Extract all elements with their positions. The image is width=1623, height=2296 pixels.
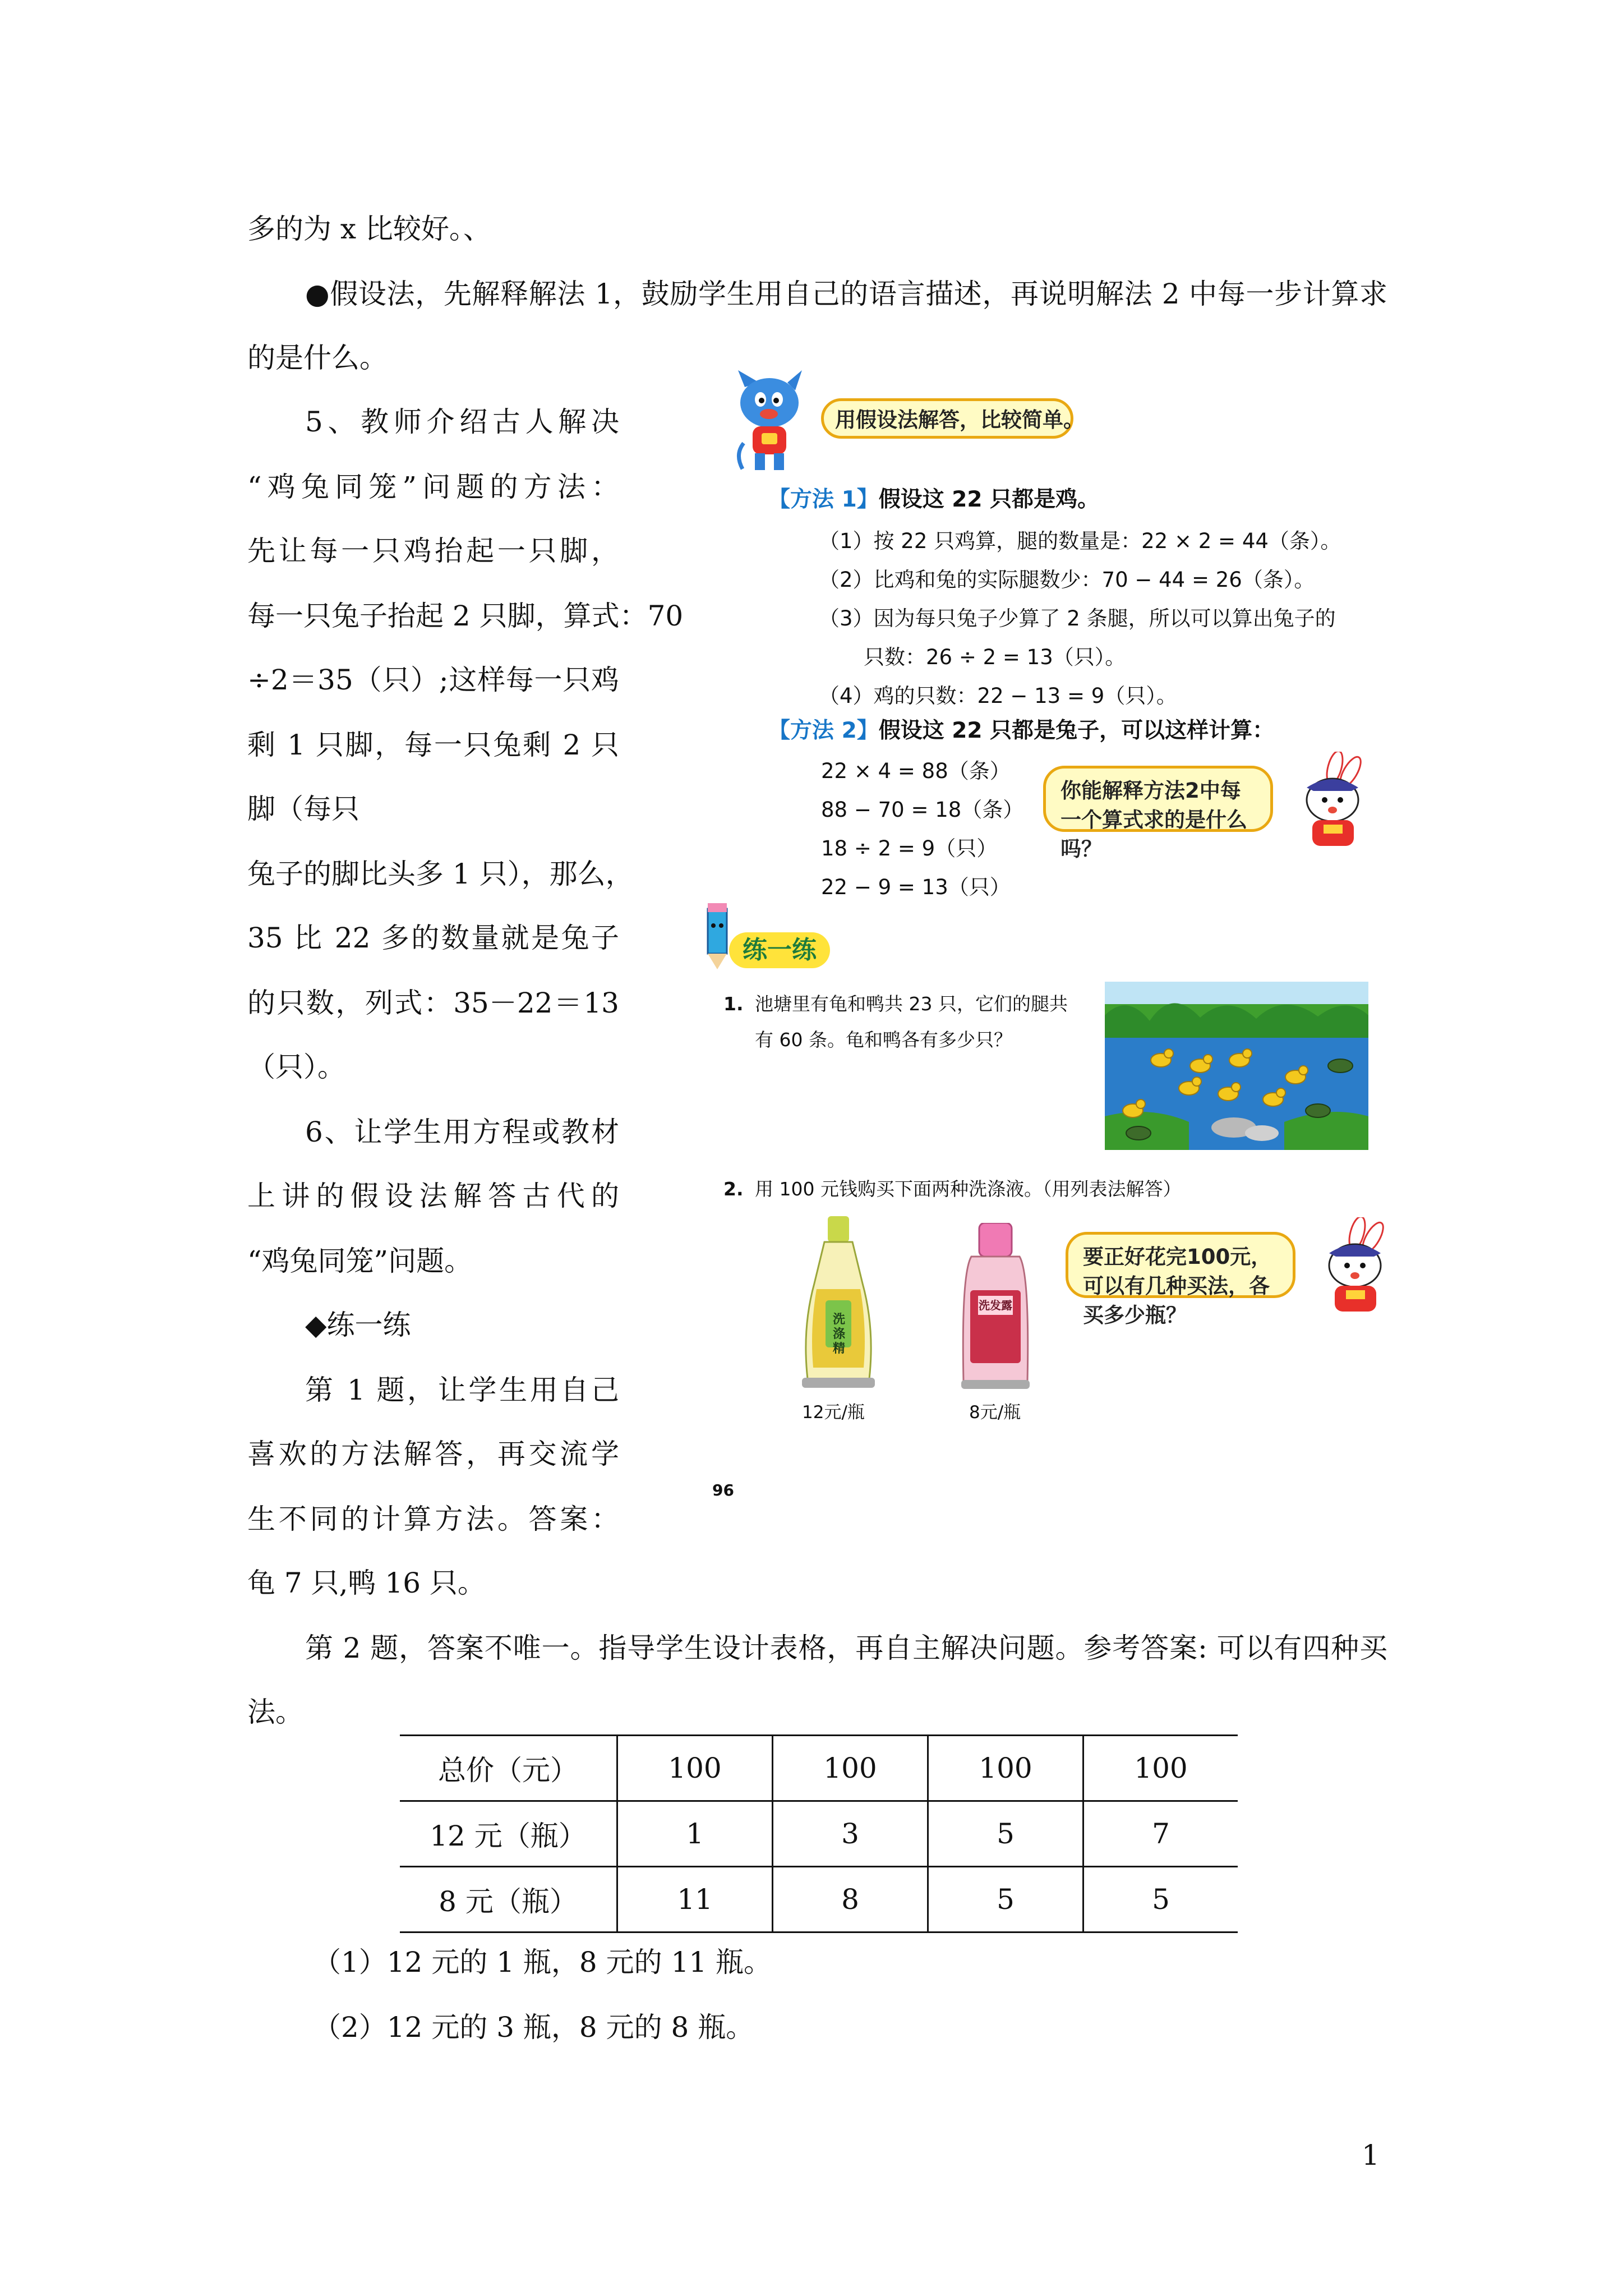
- table-cell: 1: [617, 1801, 773, 1867]
- col-line-3: 先让每一只鸡抬起一只脚，: [247, 535, 619, 567]
- price-8: 8元/瓶: [969, 1402, 1021, 1423]
- cat-mascot-icon: [732, 370, 805, 477]
- col-line-19: 龟 7 只,鸭 16 只。: [247, 1567, 486, 1599]
- page-number: 1: [1362, 2139, 1380, 2171]
- col-line-6: 剩 1 只脚，每一只兔剩 2 只: [247, 729, 619, 761]
- method-1-steps: [819, 522, 1341, 715]
- table-cell: 100: [773, 1736, 928, 1801]
- method-2-title: 假设这 22 只都是兔子，可以这样计算：: [878, 718, 1275, 743]
- method-1-title: 假设这 22 只都是鸡。: [878, 487, 1100, 512]
- table-row: [400, 1867, 1238, 1932]
- table-row: [400, 1736, 1238, 1801]
- q2-number: 2.: [723, 1178, 744, 1200]
- method-1-step-3b: 只数：26 ÷ 2 = 13（只）。: [864, 645, 1126, 669]
- pond-illustration: [1105, 982, 1368, 1150]
- table-cell: 100: [1083, 1736, 1238, 1801]
- q1-line-2: 有 60 条。龟和鸭各有多少只？: [755, 1029, 1012, 1051]
- table-cell: 12 元（瓶）: [400, 1801, 617, 1867]
- table-cell: 8: [773, 1867, 928, 1932]
- price-12: 12元/瓶: [802, 1402, 865, 1423]
- method-2-tag: 【方法 2】: [768, 718, 879, 743]
- answer-line-1: （1）12 元的 1 瓶，8 元的 11 瓶。: [313, 1946, 772, 1978]
- method-2-eq-2: 88 − 70 = 18（条）: [821, 798, 1024, 822]
- method-1-step-2: （2）比鸡和兔的实际腿数少：70 − 44 = 26（条）。: [819, 568, 1315, 592]
- col-line-1: 5、教师介绍古人解决: [305, 406, 619, 438]
- method-2-eq-1: 22 × 4 = 88（条）: [821, 759, 1011, 783]
- table-cell: 5: [928, 1801, 1083, 1867]
- rabbit-mascot-2-icon: [1307, 1217, 1391, 1318]
- text-line-3: 的是什么。: [247, 342, 388, 374]
- table-cell: 11: [617, 1867, 773, 1932]
- text-line-2: ●假设法，先解释解法 1，鼓励学生用自己的语言描述，再说明解法 2 中每一步计算求: [305, 278, 1387, 310]
- method-1: [768, 480, 1099, 519]
- col-line-18: 生不同的计算方法。答案：: [247, 1503, 619, 1535]
- table-cell: 5: [1083, 1867, 1238, 1932]
- speech-bubble-challenge: 要正好花完100元，可以有几种买法，各买多少瓶？: [1066, 1232, 1295, 1298]
- table-cell: 总价（元）: [400, 1736, 617, 1801]
- col-line-10: 的只数，列式：35－22＝13: [247, 987, 619, 1019]
- col-line-11: （只）。: [247, 1051, 345, 1083]
- speech-bubble-hint: 用假设法解答，比较简单。: [821, 398, 1073, 439]
- text-line-5: 法。: [247, 1696, 303, 1728]
- book-page-number: 96: [712, 1481, 734, 1499]
- table-cell: 7: [1083, 1801, 1238, 1867]
- bottle-1-label: 洗涤精: [832, 1313, 845, 1356]
- table-cell: 100: [928, 1736, 1083, 1801]
- table-cell: 100: [617, 1736, 773, 1801]
- speech-bubble-question: 你能解释方法2中每一个算式求的是什么吗？: [1043, 766, 1273, 832]
- col-line-14: “鸡兔同笼”问题。: [247, 1245, 473, 1277]
- col-line-5: ÷2＝35（只）;这样每一只鸡: [247, 664, 619, 696]
- col-line-7: 脚（每只: [247, 793, 359, 825]
- col-line-17: 喜欢的方法解答，再交流学: [247, 1438, 619, 1470]
- rabbit-mascot-icon: [1284, 752, 1368, 853]
- q1-number: 1.: [723, 993, 744, 1015]
- method-1-step-3a: （3）因为每只兔子少算了 2 条腿，所以可以算出兔子的: [819, 606, 1336, 631]
- table-cell: 8 元（瓶）: [400, 1867, 617, 1932]
- q1-text: [755, 986, 1068, 1058]
- method-2-eq-4: 22 − 9 = 13（只）: [821, 875, 1011, 899]
- method-2: [768, 711, 1274, 751]
- bottle-2-label: 洗发露: [979, 1299, 1012, 1312]
- method-1-tag: 【方法 1】: [768, 487, 879, 512]
- textbook-figure: [695, 359, 1396, 1515]
- col-line-15: ◆练一练: [305, 1309, 411, 1341]
- table-cell: 3: [773, 1801, 928, 1867]
- q2-text: 用 100 元钱购买下面两种洗涤液。（用列表法解答）: [755, 1178, 1182, 1200]
- table-row: [400, 1801, 1238, 1867]
- method-2-equations: [821, 752, 1023, 907]
- col-line-4: 每一只兔子抬起 2 只脚，算式：70: [247, 600, 684, 632]
- detergent-bottle-12-icon: [796, 1216, 880, 1390]
- method-1-step-4: （4）鸡的只数：22 − 13 = 9（只）。: [819, 684, 1177, 708]
- text-line-4: 第 2 题，答案不唯一。指导学生设计表格，再自主解决问题。参考答案: 可以有四种买: [305, 1632, 1387, 1664]
- q1-line-1: 池塘里有龟和鸭共 23 只，它们的腿共: [755, 993, 1068, 1015]
- answer-line-2: （2）12 元的 3 瓶，8 元的 8 瓶。: [313, 2011, 754, 2044]
- text-line-1: 多的为 x 比较好。、: [247, 213, 491, 245]
- col-line-16: 第 1 题，让学生用自己: [305, 1374, 619, 1406]
- col-line-2: “鸡兔同笼”问题的方法：: [247, 471, 619, 503]
- col-line-8: 兔子的脚比头多 1 只），那么，: [247, 858, 634, 890]
- table-cell: 5: [928, 1867, 1083, 1932]
- answer-table: [400, 1734, 1238, 1933]
- method-2-eq-3: 18 ÷ 2 = 9（只）: [821, 836, 998, 861]
- col-line-13: 上讲的假设法解答古代的: [247, 1180, 619, 1212]
- practice-title: 练一练: [729, 932, 830, 968]
- col-line-9: 35 比 22 多的数量就是兔子: [247, 922, 619, 954]
- col-line-12: 6、让学生用方程或教材: [305, 1116, 619, 1148]
- method-1-step-1: （1）按 22 只鸡算，腿的数量是：22 × 2 = 44（条）。: [819, 529, 1341, 553]
